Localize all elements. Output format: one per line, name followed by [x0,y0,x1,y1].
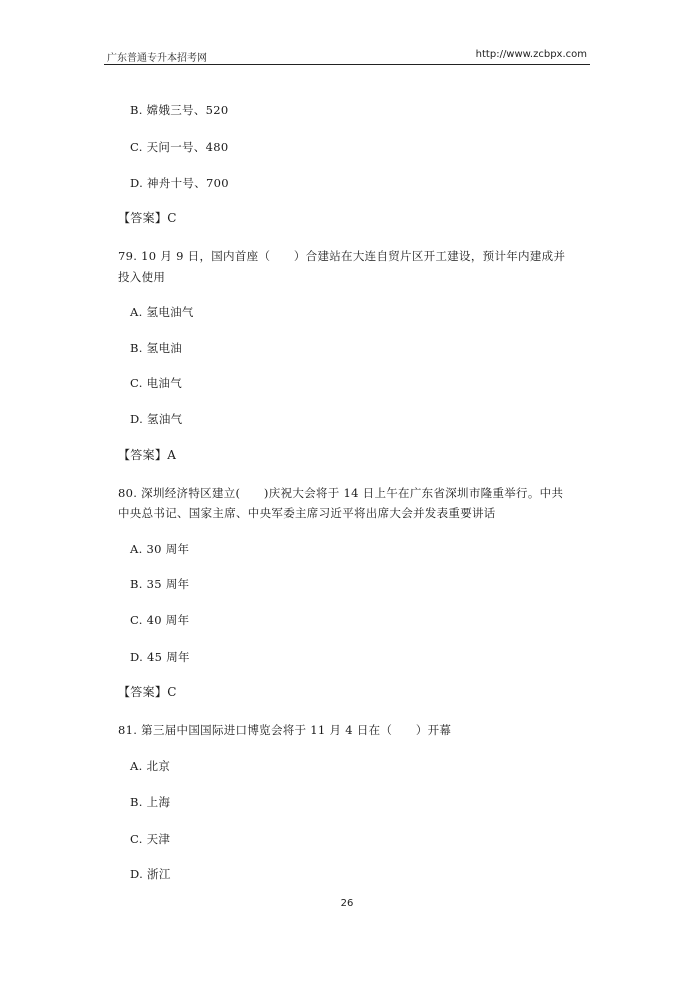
q78-option-c: C. 天问一号、480 [130,140,229,154]
q79-option-d: D. 氢油气 [130,412,183,426]
q79-text-line-1: 79. 10 月 9 日，国内首座（ ）合建站在大连自贸片区开工建设，预计年内建成并 [118,249,566,263]
q80-option-b: B. 35 周年 [130,577,190,591]
q79-option-b: B. 氢电油 [130,341,183,355]
q79-option-c: C. 电油气 [130,376,182,390]
q79-answer: 【答案】A [118,448,177,462]
q81-option-a: A. 北京 [130,759,171,773]
q80-text-line-1: 80. 深圳经济特区建立( )庆祝大会将于 14 日上午在广东省深圳市隆重举行。中共 [118,486,564,500]
header-site-url: http://www.zcbpx.com [475,49,587,60]
page-header [104,48,590,65]
q80-option-c: C. 40 周年 [130,613,190,627]
q81-option-b: B. 上海 [130,795,171,809]
q80-answer: 【答案】C [118,685,177,699]
header-site-name: 广东普通专升本招考网 [107,53,207,64]
page-number: 26 [340,898,354,909]
q79-text-line-2: 投入使用 [118,270,166,284]
q81-text-line-1: 81. 第三届中国国际进口博览会将于 11 月 4 日在（ ）开幕 [118,723,452,737]
q81-option-c: C. 天津 [130,832,171,846]
q79-option-a: A. 氢电油气 [130,305,194,319]
q81-option-d: D. 浙江 [130,867,171,881]
q80-option-d: D. 45 周年 [130,650,190,664]
q80-option-a: A. 30 周年 [130,542,190,556]
q80-text-line-2: 中央总书记、国家主席、中央军委主席习近平将出席大会并发表重要讲话 [118,506,496,520]
q78-answer: 【答案】C [118,211,177,225]
q78-option-d: D. 神舟十号、700 [130,176,229,190]
q78-option-b: B. 嫦娥三号、520 [130,103,229,117]
